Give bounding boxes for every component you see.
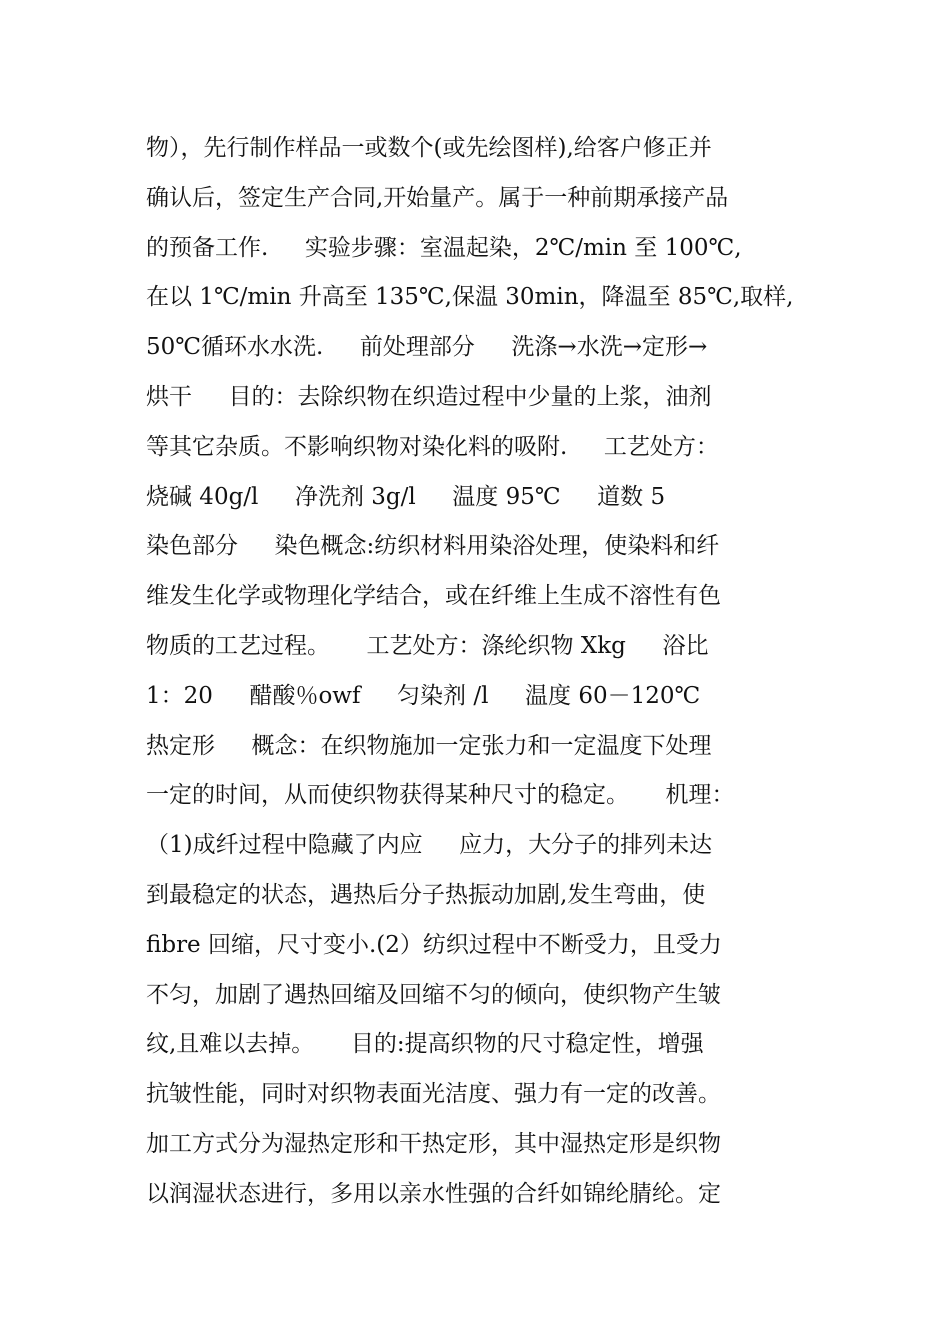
text-line-12: 1：20 醋酸％owf 匀染剂 /l 温度 60－120℃ <box>146 682 701 709</box>
text-line-1: 物），先行制作样品一或数个(或先绘图样),给客户修正并 <box>146 135 712 161</box>
text-line-22: 以润湿状态进行，多用以亲水性强的合纤如锦纶腈纶。定 <box>146 1180 721 1207</box>
text-line-2: 确认后，签定生产合同,开始量产。属于一种前期承接产品 <box>146 184 729 211</box>
text-line-13: 热定形 概念：在织物施加一定张力和一定温度下处理 <box>146 732 712 759</box>
text-line-17: fibre 回缩，尺寸变小.(2）纺织过程中不断受力，且受力 <box>146 931 722 958</box>
text-line-14: 一定的时间，从而使织物获得某种尺寸的稳定。 机理： <box>146 782 735 809</box>
text-line-4: 在以 1℃/min 升高至 135℃,保温 30min，降温至 85℃,取样, <box>146 284 794 311</box>
text-line-7: 等其它杂质。不影响织物对染化料的吸附. 工艺处方： <box>146 433 719 460</box>
text-line-16: 到最稳定的状态，遇热后分子热振动加剧,发生弯曲，使 <box>146 881 706 908</box>
text-line-5: 50℃循环水水洗. 前处理部分 洗涤→水洗→定形→ <box>146 334 708 361</box>
text-line-11: 物质的工艺过程。 工艺处方：涤纶织物 Xkg 浴比 <box>146 632 709 659</box>
text-line-15: （1)成纤过程中隐藏了内应 应力，大分子的排列未达 <box>146 832 713 859</box>
text-line-18: 不匀，加剧了遇热回缩及回缩不匀的倾向，使织物产生皱 <box>146 981 721 1008</box>
text-line-21: 加工方式分为湿热定形和干热定形，其中湿热定形是织物 <box>146 1130 721 1157</box>
text-line-10: 维发生化学或物理化学结合，或在纤维上生成不溶性有色 <box>146 583 721 610</box>
text-line-6: 烘干 目的：去除织物在织造过程中少量的上浆，油剂 <box>146 383 712 410</box>
text-line-19: 纹,且难以去掉。 目的:提高织物的尺寸稳定性，增强 <box>146 1031 704 1058</box>
body-text <box>146 124 826 1220</box>
text-line-20: 抗皱性能，同时对织物表面光洁度、强力有一定的改善。 <box>146 1081 721 1108</box>
text-line-3: 的预备工作. 实验步骤：室温起染，2℃/min 至 100℃, <box>146 234 742 261</box>
text-line-9: 染色部分 染色概念:纺织材料用染浴处理，使染料和纤 <box>146 533 720 560</box>
text-line-8: 烧碱 40g/l 净洗剂 3g/l 温度 95℃ 道数 5 <box>146 483 666 510</box>
